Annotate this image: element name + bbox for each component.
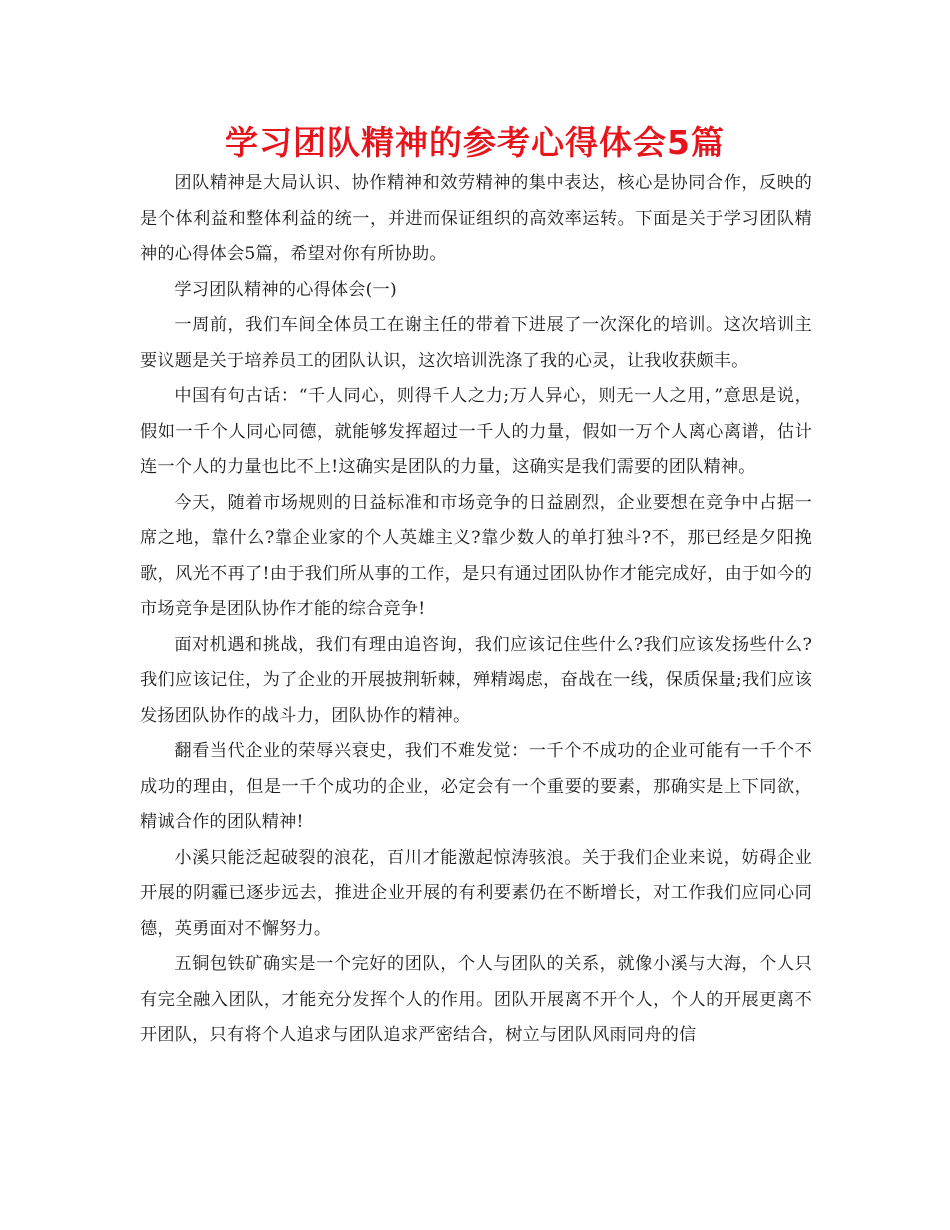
paragraph: 翻看当代企业的荣辱兴衰史，我们不难发觉：一千个不成功的企业可能有一千个不成功的理由，但是一千个成功的企业，必定会有一个重要的要素，那确实是上下同欲，精诚合作的团队精神! — [140, 741, 812, 832]
paragraph: 中国有句古话：“千人同心，则得千人之力;万人异心，则无一人之用，”意思是说，假如一千个人同心同德，就能够发挥超过一千人的力量，假如一万个人离心离谱，估计连一个人的力量也比不上!这确实是团队的力量，这确实是我们需要的团队精神。 — [140, 386, 812, 477]
document-title: 学习团队精神的参考心得体会5篇 — [225, 123, 725, 162]
paragraph-intro: 团队精神是大局认识、协作精神和效劳精神的集中表达，核心是协同合作，反映的是个体利益和整体利益的统一，并进而保证组织的高效率运转。下面是关于学习团队精神的心得体会5篇，希望对你有所协助。 — [140, 173, 812, 264]
paragraph: 一周前，我们车间全体员工在谢主任的带着下进展了一次深化的培训。这次培训主要议题是关于培养员工的团队认识，这次培训洗涤了我的心灵，让我收获颇丰。 — [140, 315, 812, 371]
paragraph: 小溪只能泛起破裂的浪花，百川才能激起惊涛骇浪。关于我们企业来说，妨碍企业开展的阴霾已逐步远去，推进企业开展的有利要素仍在不断增长，对工作我们应同心同德，英勇面对不懈努力。 — [140, 847, 812, 939]
document-body — [140, 166, 812, 1054]
paragraph: 五铜包铁矿确实是一个完好的团队，个人与团队的关系，就像小溪与大海，个人只有完全融入团队，才能充分发挥个人的作用。团队开展离不开个人，个人的开展更离不开团队，只有将个人追求与团队追求严密结合，树立与团队风雨同舟的信 — [140, 954, 812, 1045]
section-heading: 学习团队精神的心得体会(一) — [174, 279, 397, 300]
paragraph: 今天，随着市场规则的日益标准和市场竞争的日益剧烈，企业要想在竞争中占据一席之地，靠什么?靠企业家的个人英雄主义?靠少数人的单打独斗?不，那已经是夕阳挽歌，风光不再了!由于我们所从事的工作，是只有通过团队协作才能完成好，由于如今的市场竞争是团队协作才能的综合竞争! — [140, 492, 812, 619]
paragraph: 面对机遇和挑战，我们有理由追咨询，我们应该记住些什么?我们应该发扬些什么?我们应该记住，为了企业的开展披荆斩棘，殚精竭虑，奋战在一线，保质保量;我们应该发扬团队协作的战斗力，团队协作的精神。 — [140, 634, 812, 726]
